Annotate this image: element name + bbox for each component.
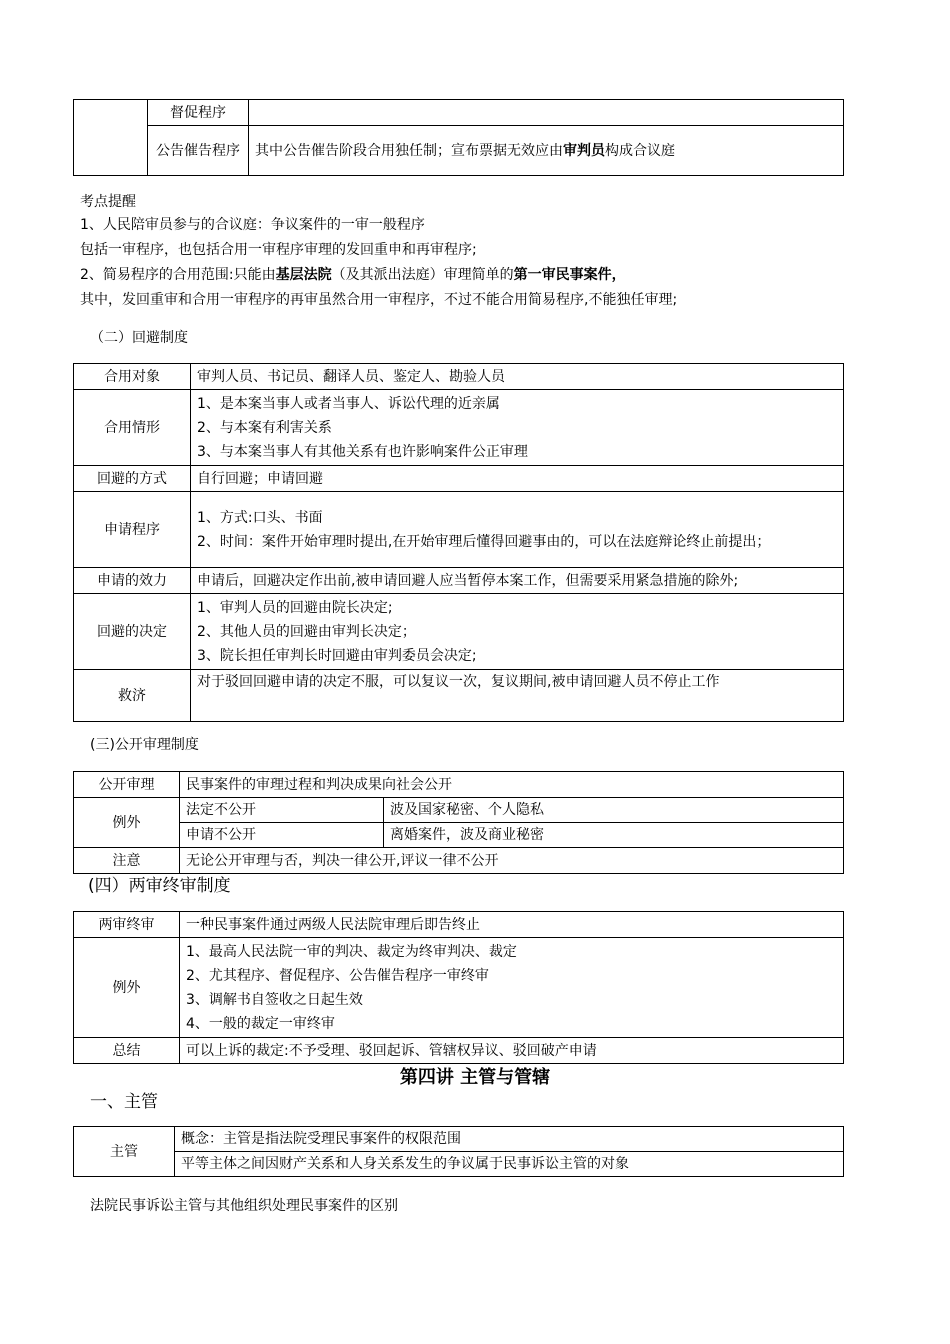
row-label: 主管 xyxy=(74,1127,175,1177)
procedure-label: 督促程序 xyxy=(148,100,249,126)
row-label: 两审终审 xyxy=(74,912,180,938)
row-label: 回避的方式 xyxy=(74,466,191,492)
exception-detail: 波及国家秘密、个人隐私 xyxy=(384,798,844,823)
lecture-title: 第四讲 主管与管辖 xyxy=(399,1067,551,1088)
section-heading-recusal: （二）回避制度 xyxy=(90,330,188,346)
jurisdiction-table xyxy=(73,1126,844,1177)
row-content: 1、方式:口头、书面 2、时间：案件开始审理时提出,在开始审理后懂得回避事由的，可以在法庭辩论终止前提出； xyxy=(191,492,844,568)
tips-heading: 考点提醒 xyxy=(80,194,136,210)
row-content: 1、审判人员的回避由院长决定; 2、其他人员的回避由审判长决定； 3、院长担任审判长时回避由审判委员会决定; xyxy=(191,594,844,670)
tips-line: 包括一审程序，也包括合用一审程序审理的发回重申和再审程序; xyxy=(80,242,477,258)
lecture-subheading: 一、主管 xyxy=(90,1092,158,1112)
section-heading-public-trial: (三)公开审理制度 xyxy=(90,737,199,753)
public-trial-table xyxy=(73,771,844,874)
row-label: 申请的效力 xyxy=(74,568,191,594)
row-content: 概念：主管是指法院受理民事案件的权限范围 xyxy=(175,1127,844,1152)
exception-type: 申请不公开 xyxy=(180,823,384,848)
row-label: 申请程序 xyxy=(74,492,191,568)
tips-line: 其中，发回重审和合用一审程序的再审虽然合用一审程序，不过不能合用简易程序,不能独任审理; xyxy=(80,292,678,308)
row-label: 例外 xyxy=(74,798,180,848)
procedure-content: 其中公告催告阶段合用独任制；宣布票据无效应由审判员构成合议庭 xyxy=(249,126,844,176)
row-label: 合用情形 xyxy=(74,390,191,466)
exception-detail: 离婚案件，波及商业秘密 xyxy=(384,823,844,848)
row-label: 公开审理 xyxy=(74,772,180,798)
row-label: 例外 xyxy=(74,938,180,1038)
exception-type: 法定不公开 xyxy=(180,798,384,823)
row-content: 1、是本案当事人或者当事人、诉讼代理的近亲属 2、与本案有利害关系 3、与本案当事人有其他关系有也许影响案件公正审理 xyxy=(191,390,844,466)
tips-line: 2、简易程序的合用范围:只能由基层法院（及其派出法庭）审理简单的第一审民事案件， xyxy=(80,267,626,283)
row-content: 民事案件的审理过程和判决成果向社会公开 xyxy=(180,772,844,798)
row-content: 一种民事案件通过两级人民法院审理后即告终止 xyxy=(180,912,844,938)
two-instance-table xyxy=(73,911,844,1064)
top-procedure-table xyxy=(73,99,844,176)
row-label: 回避的决定 xyxy=(74,594,191,670)
row-content: 可以上诉的裁定:不予受理、驳回起诉、管辖权异议、驳回破产申请 xyxy=(180,1038,844,1064)
footer-text: 法院民事诉讼主管与其他组织处理民事案件的区别 xyxy=(90,1198,398,1214)
procedure-content xyxy=(249,100,844,126)
row-content: 对于驳回回避申请的决定不服，可以复议一次，复议期间,被申请回避人员不停止工作 xyxy=(191,670,844,722)
row-content: 1、最高人民法院一审的判决、裁定为终审判决、裁定 2、尤其程序、督促程序、公告催告程序一审终审 3、调解书自签收之日起生效 4、一般的裁定一审终审 xyxy=(180,938,844,1038)
row-label: 注意 xyxy=(74,848,180,874)
row-label: 救济 xyxy=(74,670,191,722)
section-heading-two-instance: (四）两审终审制度 xyxy=(88,876,231,896)
row-content: 无论公开审理与否，判决一律公开,评议一律不公开 xyxy=(180,848,844,874)
row-label: 合用对象 xyxy=(74,364,191,390)
row-content: 审判人员、书记员、翻译人员、鉴定人、勘验人员 xyxy=(191,364,844,390)
row-content: 平等主体之间因财产关系和人身关系发生的争议属于民事诉讼主管的对象 xyxy=(175,1152,844,1177)
procedure-label: 公告催告程序 xyxy=(148,126,249,176)
tips-line: 1、人民陪审员参与的合议庭：争议案件的一审一般程序 xyxy=(80,217,425,233)
row-content: 自行回避；申请回避 xyxy=(191,466,844,492)
row-content: 申请后，回避决定作出前,被申请回避人应当暂停本案工作，但需要采用紧急措施的除外; xyxy=(191,568,844,594)
table-cell-empty xyxy=(74,100,148,176)
row-label: 总结 xyxy=(74,1038,180,1064)
recusal-table xyxy=(73,363,844,722)
